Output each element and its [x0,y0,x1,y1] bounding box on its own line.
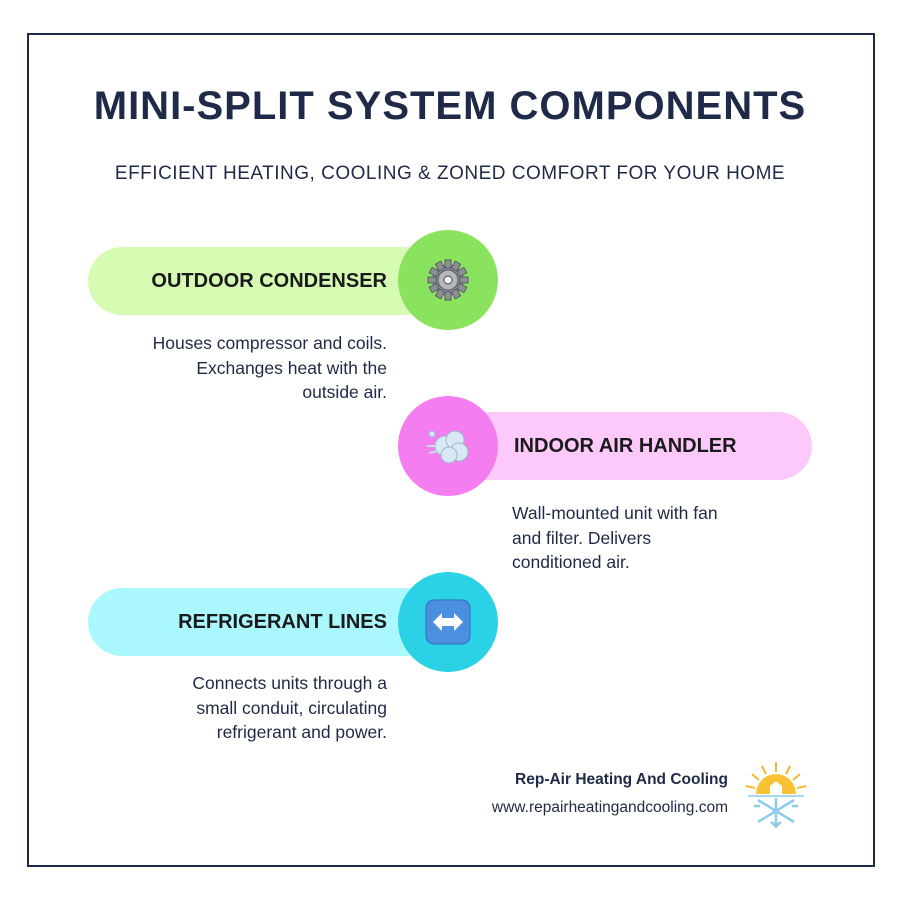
desc-line: Wall-mounted unit with fan [512,503,718,523]
desc-line: conditioned air. [512,552,630,572]
desc-line: Houses compressor and coils. [152,333,387,353]
component-label: INDOOR AIR HANDLER [514,434,737,457]
company-name: Rep-Air Heating And Cooling [515,771,728,788]
indoor-air-handler-description [512,501,718,575]
component-label: OUTDOOR CONDENSER [151,269,387,292]
refrigerant-lines-description [192,671,387,745]
desc-line: Connects units through a [192,673,387,693]
desc-line: refrigerant and power. [216,722,387,742]
component-label: REFRIGERANT LINES [178,610,387,633]
outdoor-condenser-description [153,331,387,405]
gear-icon [398,230,498,330]
wind-cloud-icon [398,396,498,496]
refrigerant-lines-pill [88,588,438,656]
company-logo [744,760,808,830]
desc-line: outside air. [302,382,387,402]
page-title: MINI-SPLIT SYSTEM COMPONENTS [93,84,807,128]
outdoor-condenser-pill [88,247,438,315]
desc-line: small conduit, circulating [196,697,387,718]
page-subtitle: EFFICIENT HEATING, COOLING & ZONED COMFORT FOR YOUR HOME [114,163,786,184]
desc-line: and filter. Delivers [512,527,652,548]
desc-line: Exchanges heat with the [196,357,387,378]
company-url[interactable]: www.repairheatingandcooling.com [491,799,728,816]
left-right-arrow-icon [398,572,498,672]
